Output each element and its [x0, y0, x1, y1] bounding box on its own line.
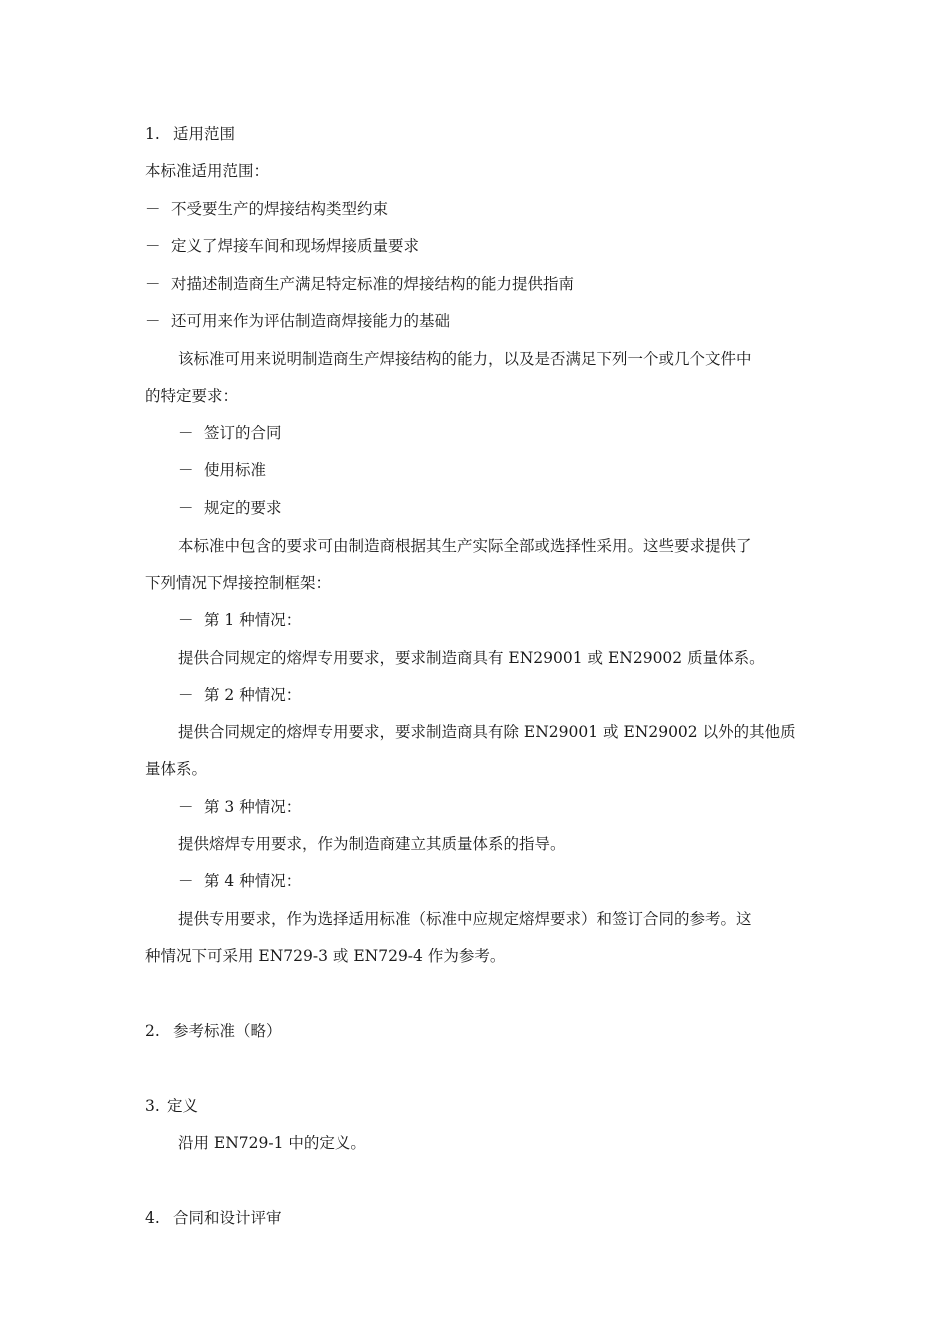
case-3-label: 第 3 种情况： [204, 798, 302, 816]
section-1-intro: 本标准适用范围： [145, 162, 270, 180]
document-item [178, 423, 282, 443]
section-2-title: 参考标准（略） [173, 1022, 282, 1040]
scope-bullet [145, 274, 574, 294]
section-4-title: 合同和设计评审 [173, 1209, 282, 1227]
scope-bullet-text: 对描述制造商生产满足特定标准的焊接结构的能力提供指南 [171, 275, 575, 293]
dash-bullet-icon: － [145, 237, 161, 255]
case-2-label: 第 2 种情况： [204, 686, 302, 704]
section-3-number: 3. [145, 1097, 160, 1115]
section-2-heading [145, 1021, 282, 1041]
case-2-description-line-2: 量体系。 [145, 760, 208, 778]
case-4-label: 第 4 种情况： [204, 872, 302, 890]
document-item [178, 460, 266, 480]
case-1-description: 提供合同规定的熔焊专用要求，要求制造商具有 EN29001 或 EN29002 质量体系。 [178, 649, 765, 667]
dash-bullet-icon: － [145, 200, 161, 218]
document-item-text: 使用标准 [204, 461, 267, 479]
paragraph-1-line-1: 该标准可用来说明制造商生产焊接结构的能力，以及是否满足下列一个或几个文件中 [178, 350, 752, 368]
paragraph-2-line-2: 下列情况下焊接控制框架： [145, 574, 332, 592]
document-item-text: 签订的合同 [204, 424, 282, 442]
dash-bullet-icon: － [178, 686, 194, 704]
dash-bullet-icon: － [178, 424, 194, 442]
section-3-title: 定义 [167, 1097, 199, 1115]
dash-bullet-icon: － [145, 275, 161, 293]
section-1-number: 1. [145, 125, 160, 143]
scope-bullet [145, 199, 388, 219]
case-1-label: 第 1 种情况： [204, 611, 302, 629]
dash-bullet-icon: － [178, 499, 194, 517]
case-label [178, 797, 301, 817]
case-2-description-line-1: 提供合同规定的熔焊专用要求，要求制造商具有除 EN29001 或 EN29002 以外的其他质 [178, 723, 796, 741]
dash-bullet-icon: － [178, 611, 194, 629]
paragraph-2-line-1: 本标准中包含的要求可由制造商根据其生产实际全部或选择性采用。这些要求提供了 [178, 537, 752, 555]
dash-bullet-icon: － [178, 872, 194, 890]
dash-bullet-icon: － [178, 461, 194, 479]
dash-bullet-icon: － [178, 798, 194, 816]
section-4-heading [145, 1208, 282, 1228]
dash-bullet-icon: － [145, 312, 161, 330]
document-item [178, 498, 282, 518]
scope-bullet-text: 定义了焊接车间和现场焊接质量要求 [171, 237, 420, 255]
paragraph-1-line-2: 的特定要求： [145, 387, 239, 405]
section-3-heading [145, 1096, 198, 1116]
scope-bullet-text: 不受要生产的焊接结构类型约束 [171, 200, 389, 218]
section-1-heading [145, 124, 235, 144]
section-2-number: 2. [145, 1022, 160, 1040]
case-label [178, 871, 301, 891]
document-item-text: 规定的要求 [204, 499, 282, 517]
section-4-number: 4. [145, 1209, 160, 1227]
scope-bullet [145, 311, 450, 331]
case-3-description: 提供熔焊专用要求，作为制造商建立其质量体系的指导。 [178, 835, 566, 853]
section-1-title: 适用范围 [173, 125, 236, 143]
case-4-description-line-2: 种情况下可采用 EN729-3 或 EN729-4 作为参考。 [145, 947, 506, 965]
scope-bullet [145, 236, 419, 256]
scope-bullet-text: 还可用来作为评估制造商焊接能力的基础 [171, 312, 451, 330]
section-3-body: 沿用 EN729-1 中的定义。 [178, 1134, 366, 1152]
case-4-description-line-1: 提供专用要求，作为选择适用标准（标准中应规定熔焊要求）和签订合同的参考。这 [178, 910, 752, 928]
case-label [178, 685, 301, 705]
case-label [178, 610, 301, 630]
